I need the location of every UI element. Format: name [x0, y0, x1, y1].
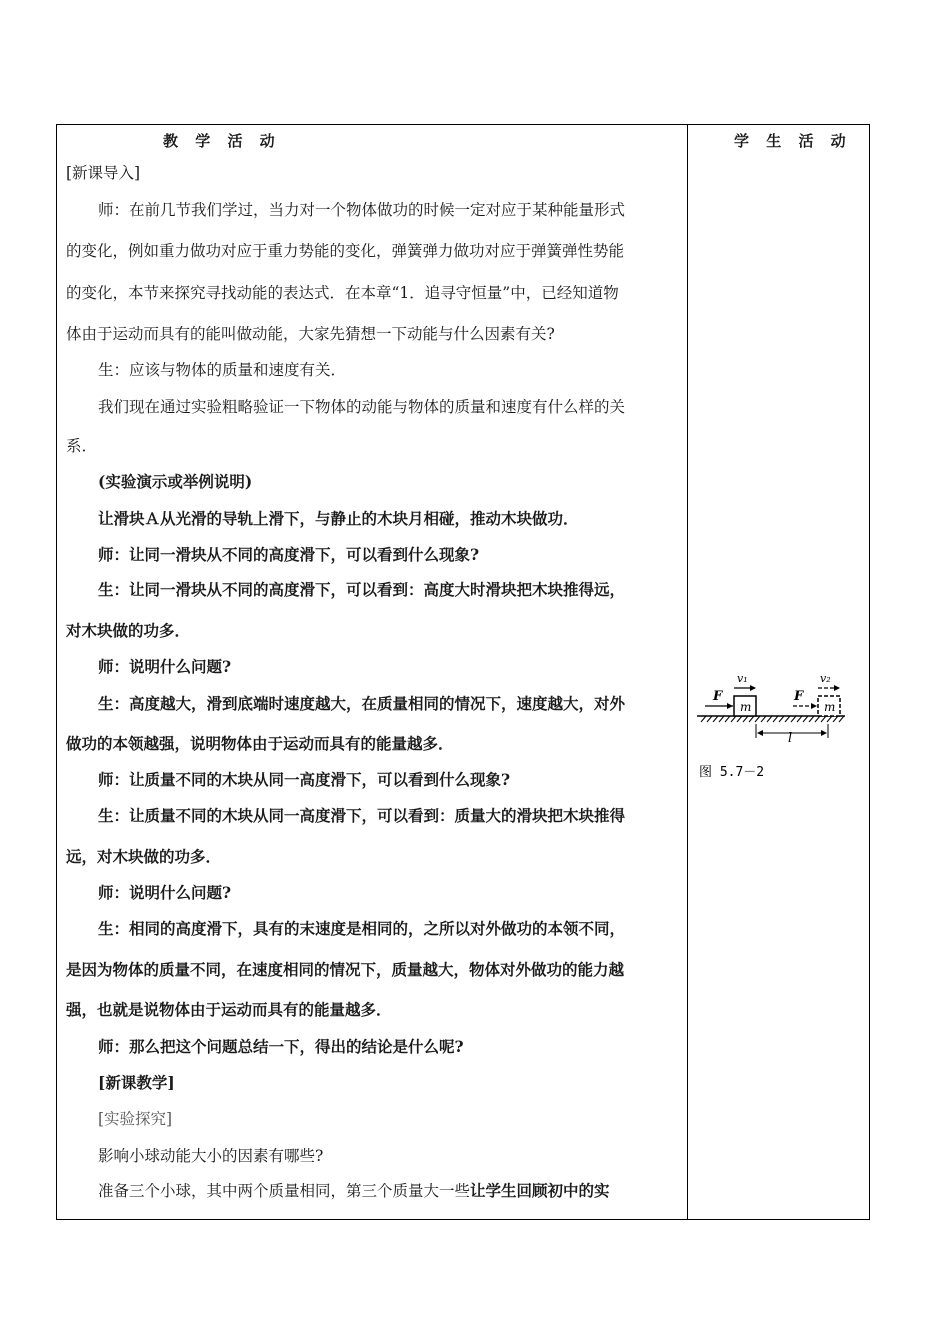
- velocity-label-1: v₁: [737, 672, 748, 685]
- section-label: [新课教学]: [98, 1073, 175, 1092]
- student-activity-header: 学 生 活 动: [734, 132, 852, 150]
- text-line: 系．: [66, 437, 98, 455]
- text-line: 影响小球动能大小的因素有哪些?: [98, 1147, 324, 1165]
- text-line: 对木块做的功多．: [66, 621, 191, 640]
- teaching-activity-header: 教 学 活 动: [163, 132, 281, 150]
- text-line: 师：让同一滑块从不同的高度滑下，可以看到什么现象?: [98, 545, 480, 564]
- text-line: 生：应该与物体的质量和速度有关．: [98, 361, 347, 379]
- text-line: 生：相同的高度滑下，具有的末速度是相同的，之所以对外做功的本领不同，: [98, 919, 626, 938]
- force-label-1: F: [713, 689, 723, 704]
- figure-caption: 图 5.7－2: [699, 765, 765, 780]
- text-line: 的变化，例如重力做功对应于重力势能的变化，弹簧弹力做功对应于弹簧弹性势能: [66, 242, 625, 260]
- text-line: (实验演示或举例说明): [98, 472, 253, 491]
- text-line: 的变化，本节来探究寻找动能的表达式．在本章“1．追寻守恒量”中，已经知道物: [66, 284, 619, 302]
- text-line: 师：在前几节我们学过，当力对一个物体做功的时候一定对应于某种能量形式: [98, 201, 626, 219]
- text-line: 强，也就是说物体由于运动而具有的能量越多．: [66, 1000, 392, 1019]
- block-m2-label: m: [824, 700, 836, 714]
- text-line: 远，对木块做的功多．: [66, 847, 222, 866]
- text-line: 师：说明什么问题?: [98, 883, 232, 902]
- column-divider: [687, 124, 688, 1220]
- text-line: 准备三个小球，其中两个质量相同，第三个质量大一些让学生回顾初中的实: [98, 1181, 610, 1200]
- text-line: 做功的本领越强，说明物体由于运动而具有的能量越多．: [66, 734, 454, 753]
- text-line: 师：说明什么问题?: [98, 657, 232, 676]
- text-line: 生：高度越大，滑到底端时速度越大，在质量相同的情况下，速度越大，对外: [98, 694, 626, 713]
- text-line: 师：那么把这个问题总结一下，得出的结论是什么呢?: [98, 1037, 464, 1056]
- section-label: [新课导入]: [66, 164, 141, 182]
- distance-label: l: [788, 731, 793, 746]
- text-line: 是因为物体的质量不同，在速度相同的情况下，质量越大，物体对外做功的能力越: [66, 960, 625, 979]
- figure-5-7-2: [697, 664, 857, 784]
- text-line: 生：让同一滑块从不同的高度滑下，可以看到：高度大时滑块把木块推得远，: [98, 580, 626, 599]
- force-label-2: F: [794, 689, 804, 704]
- text-line: 让滑块Ａ从光滑的导轨上滑下，与静止的木块月相碰，推动木块做功．: [98, 509, 579, 528]
- text-line: 我们现在通过实验粗略验证一下物体的动能与物体的质量和速度有什么样的关: [98, 398, 626, 416]
- text-line: 体由于运动而具有的能叫做动能，大家先猜想一下动能与什么因素有关?: [66, 325, 555, 343]
- velocity-label-2: v₂: [820, 672, 831, 685]
- text-line: 师：让质量不同的木块从同一高度滑下，可以看到什么现象?: [98, 770, 511, 789]
- block-m1-label: m: [740, 700, 752, 714]
- text-line: 生：让质量不同的木块从同一高度滑下，可以看到：质量大的滑块把木块推得: [98, 806, 626, 825]
- section-label: [实验探究]: [98, 1110, 173, 1128]
